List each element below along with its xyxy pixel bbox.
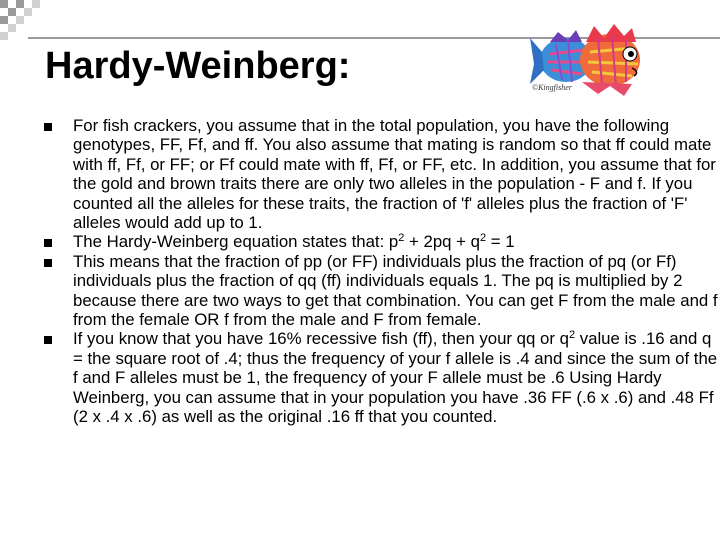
bullet-text: For fish crackers, you assume that in the total population, you have the following genotypes, FF, Ff, and ff. You also assume that mating is random so that ff could mate with ff, Ff, or FF; or Ff could mate with ff, Ff, or FF, etc. In addition, you assume that for the gold and brown traits there are only two alleles in the population - F and f. If you counted all the alleles for these traits, the fraction of 'f' alleles plus the fraction of 'F' alleles would add up to 1.: [73, 116, 716, 233]
bullet-item-2: [44, 232, 718, 251]
bullet-text-part: + 2pq + q: [404, 232, 480, 252]
bullet-text-part: value is .16 and q = the square root of .4; thus the frequency of your f allele is .4 and since the sum of the f and F alleles must be 1, the frequency of your F allele must be .6 Using Hardy Weinberg, you can assume that in your population you have .36 FF (.6 x .6) and .48 Ff (2 x .4 x .6) as well as the original .16 ff that you counted.: [73, 329, 718, 427]
slide-title: Hardy-Weinberg:: [45, 45, 351, 87]
square-bullet-icon: [44, 239, 52, 247]
bullet-item-3: [44, 252, 718, 330]
square-bullet-icon: [44, 259, 52, 267]
bullet-text: This means that the fraction of pp (or FF) individuals plus the fraction of pq (or Ff) individuals plus the fraction of qq (ff) individuals equals 1. The pq is multiplied by 2 because there are two ways to get that combination. You can get F from the male and f from the female OR f from the male and F from female.: [73, 251, 718, 330]
superscript: 2: [479, 232, 487, 245]
superscript: 2: [568, 329, 576, 342]
bullet-text-part: If you know that you have 16% recessive fish (ff), then your qq or q: [73, 329, 569, 349]
checker-pattern-decoration: [0, 0, 48, 40]
superscript: 2: [398, 232, 405, 245]
bullet-item-4: [44, 329, 718, 426]
bullet-text-part: = 1: [486, 232, 515, 252]
square-bullet-icon: [44, 336, 52, 344]
bullet-item-1: [44, 116, 718, 232]
fish-image-caption: ©Kingfisher: [532, 83, 572, 92]
bullet-text-part: The Hardy-Weinberg equation states that: p: [73, 232, 399, 252]
fish-cracker-image: [528, 24, 652, 102]
bullet-list: [44, 116, 718, 427]
square-bullet-icon: [44, 123, 52, 131]
